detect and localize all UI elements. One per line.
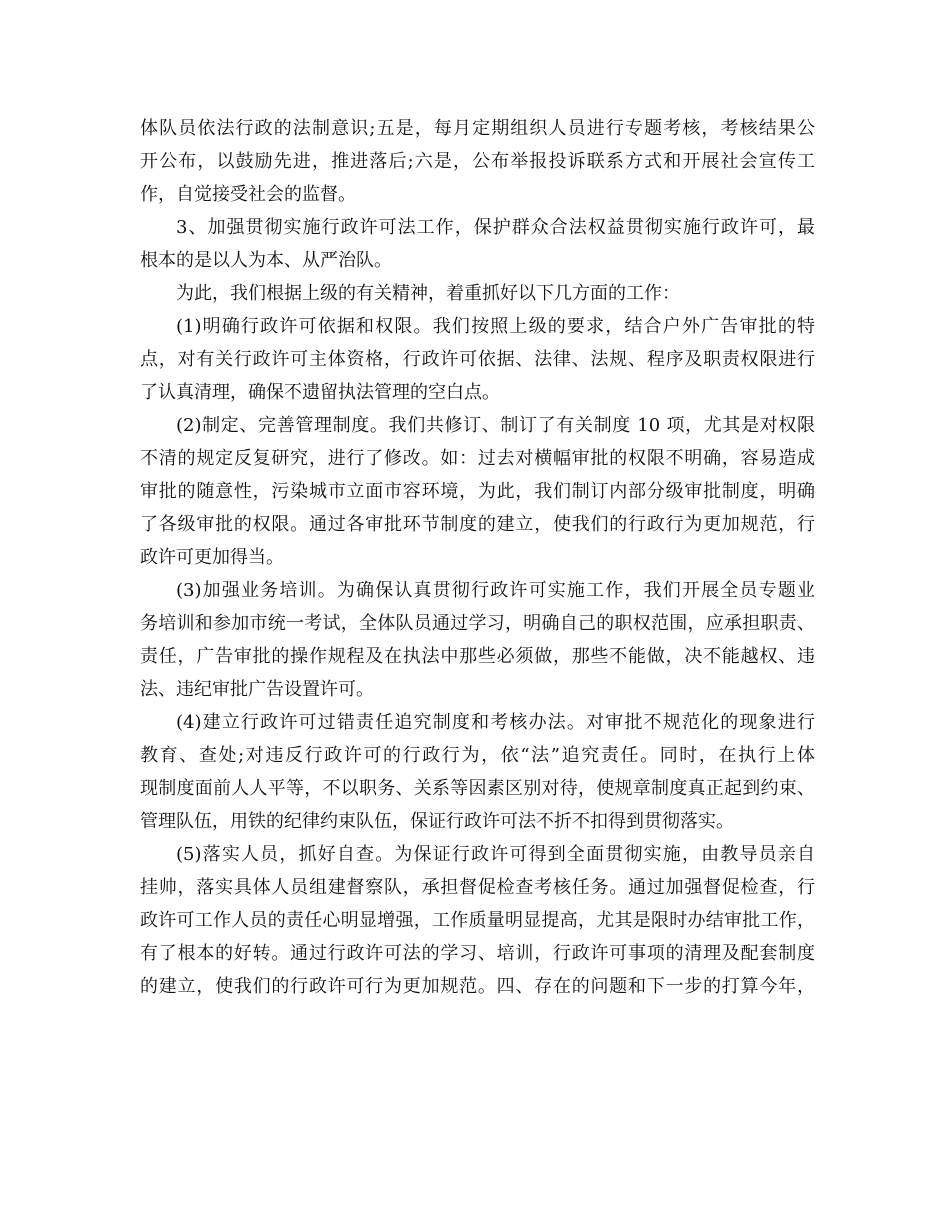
text-line: (1)明确行政许可依据和权限。我们按照上级的要求，结合户外广告审批的特 (176, 316, 815, 337)
text-line: 有了根本的好转。通过行政许可法的学习、培训，行政许可事项的清理及配套制度 (140, 943, 815, 964)
text-line: 政许可工作人员的责任心明显增强，工作质量明显提高，尤其是限时办结审批工作， (140, 910, 815, 931)
text-line: 点，对有关行政许可主体资格，行政许可依据、法律、法规、程序及职责权限进行 (140, 349, 815, 370)
text-line: 政许可更加得当。 (140, 547, 284, 568)
text-line: 的建立，使我们的行政许可行为更加规范。四、存在的问题和下一步的打算今年， (140, 976, 815, 997)
text-line: (4)建立行政许可过错责任追究制度和考核办法。对审批不规范化的现象进行 (176, 712, 815, 733)
text-line: 法、违纪审批广告设置许可。 (140, 679, 374, 700)
text-line: (5)落实人员，抓好自查。为保证行政许可得到全面贯彻实施，由教导员亲自 (176, 844, 815, 865)
text-line: 务培训和参加市统一考试，全体队员通过学习，明确自己的职权范围，应承担职责、 (140, 613, 815, 634)
text-line: 不清的规定反复研究，进行了修改。如：过去对横幅审批的权限不明确，容易造成 (140, 448, 815, 469)
text-line: 现制度面前人人平等，不以职务、关系等因素区别对待，使规章制度真正起到约束、 (140, 778, 815, 799)
text-line: 为此，我们根据上级的有关精神，着重抓好以下几方面的工作： (176, 283, 680, 304)
text-line: 作，自觉接受社会的监督。 (140, 184, 356, 205)
text-line: 体队员依法行政的法制意识;五是，每月定期组织人员进行专题考核，考核结果公 (140, 118, 815, 139)
text-line: (2)制定、完善管理制度。我们共修订、制订了有关制度 10 项，尤其是对权限 (176, 415, 815, 436)
text-line: 了认真清理，确保不遗留执法管理的空白点。 (140, 382, 500, 403)
text-line: 管理队伍，用铁的纪律约束队伍，保证行政许可法不折不扣得到贯彻落实。 (140, 811, 734, 832)
text-line: 责任，广告审批的操作规程及在执法中那些必须做，那些不能做，决不能越权、违 (140, 646, 815, 667)
text-line: 开公布，以鼓励先进，推进落后;六是，公布举报投诉联系方式和开展社会宣传工 (140, 151, 815, 172)
text-line: 了各级审批的权限。通过各审批环节制度的建立，使我们的行政行为更加规范，行 (140, 514, 815, 535)
text-line: 挂帅，落实具体人员组建督察队，承担督促检查考核任务。通过加强督促检查，行 (140, 877, 815, 898)
text-line: 根本的是以人为本、从严治队。 (140, 250, 392, 271)
document-body (140, 112, 815, 1003)
text-line: 教育、查处;对违反行政许可的行政行为，依“法”追究责任。同时，在执行上体 (140, 745, 815, 766)
text-line: (3)加强业务培训。为确保认真贯彻行政许可实施工作，我们开展全员专题业 (176, 580, 815, 601)
text-line: 审批的随意性，污染城市立面市容环境，为此，我们制订内部分级审批制度，明确 (140, 481, 815, 502)
text-line: 3、加强贯彻实施行政许可法工作，保护群众合法权益贯彻实施行政许可，最 (176, 217, 815, 238)
